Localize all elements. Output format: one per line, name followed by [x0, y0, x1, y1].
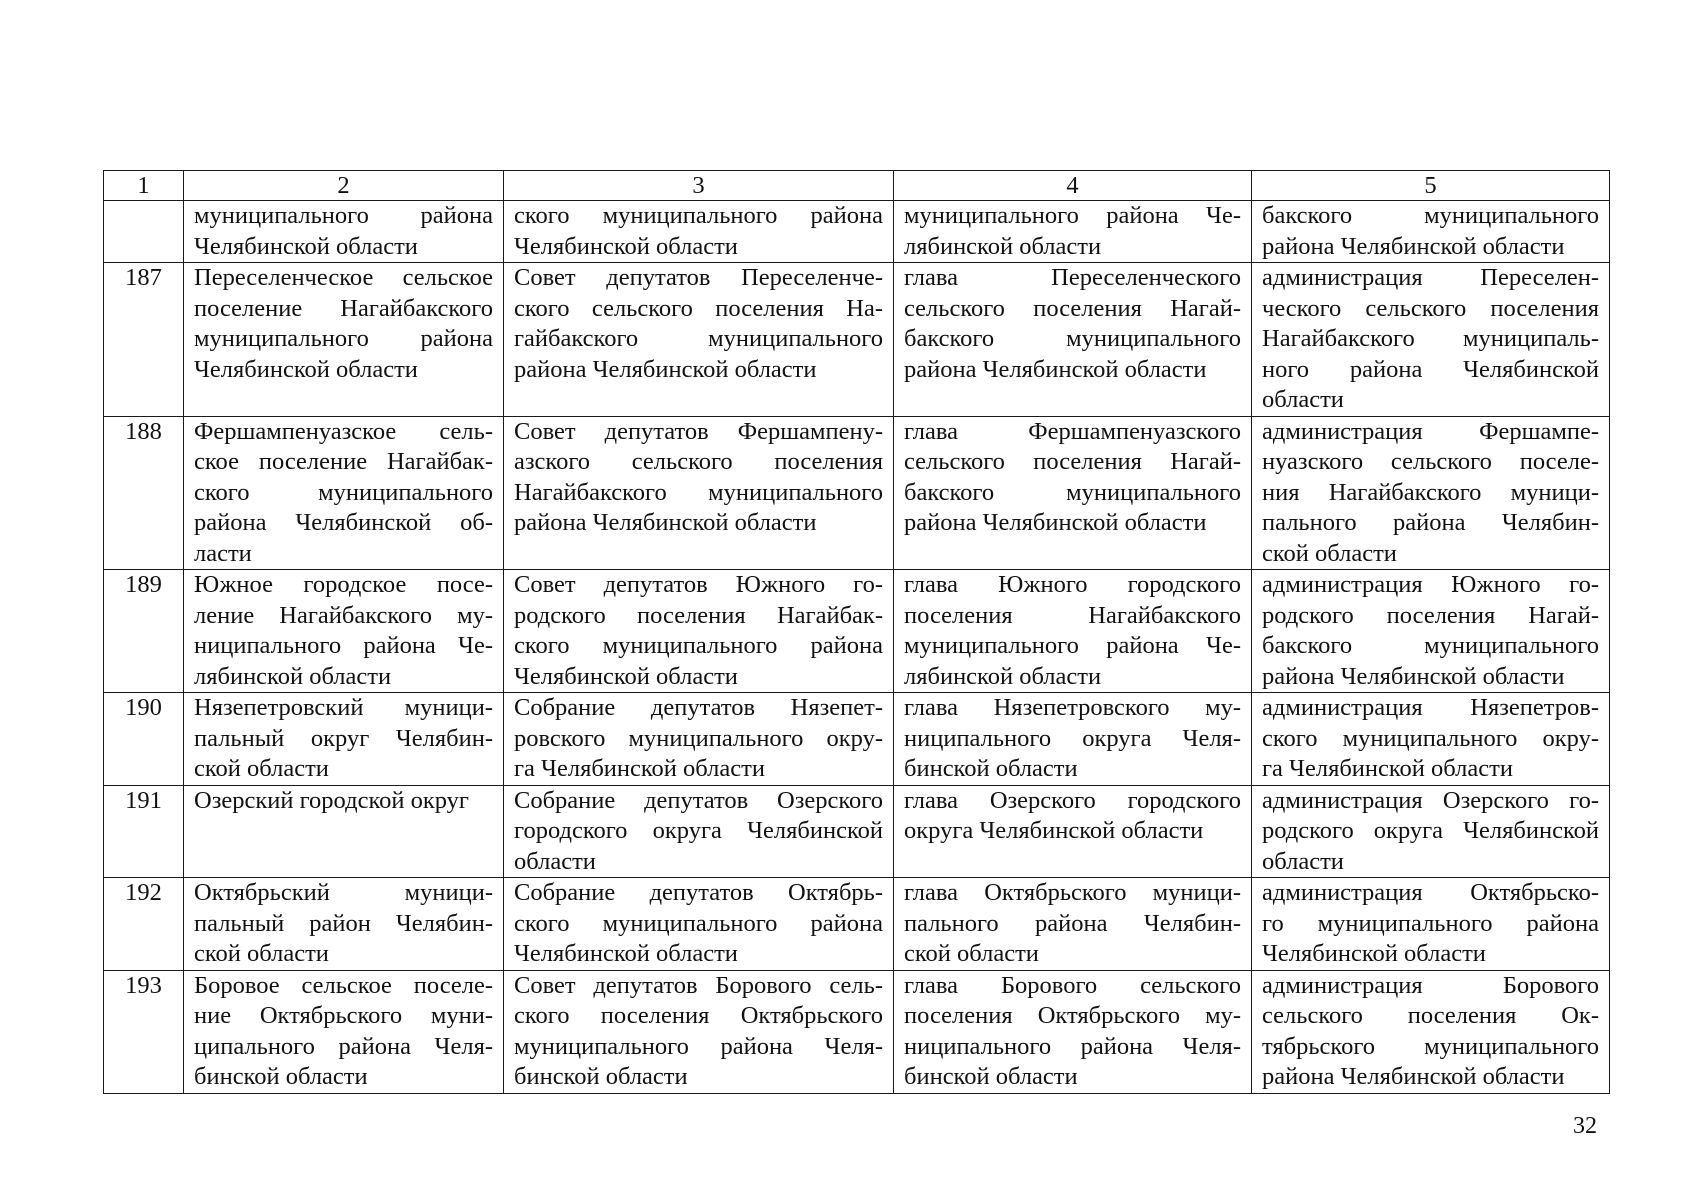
cell-line: тябрьского муниципального — [1262, 1032, 1599, 1060]
representative-body-cell — [504, 878, 894, 971]
municipality-cell — [184, 201, 504, 263]
cell-line: области — [514, 847, 596, 875]
cell-line: муниципального района — [194, 202, 493, 229]
cell-line: пальный район Челябин- — [194, 909, 493, 937]
header-col-3: 3 — [504, 171, 894, 201]
cell-line: Озерский городской округ — [194, 786, 469, 814]
table-row — [104, 416, 1610, 570]
cell-line: района Челябинской области — [1262, 232, 1565, 260]
cell-line: пального района Челябин- — [904, 909, 1241, 937]
cell-line: ского муниципального окру- — [1262, 724, 1599, 752]
cell-line: ние Октябрьского муни- — [194, 1002, 493, 1029]
cell-line: пального района Челябин- — [1262, 509, 1599, 536]
municipality-cell — [184, 878, 504, 971]
header-col-5: 5 — [1252, 171, 1610, 201]
cell-line: лябинской области — [904, 662, 1102, 690]
cell-line: района Челябинской области — [514, 355, 817, 383]
cell-line: области — [1262, 386, 1344, 413]
cell-line: ципального района Челя- — [194, 1032, 493, 1060]
cell-line: администрация Озерского го- — [1262, 786, 1599, 814]
cell-line: ского поселения Октябрьского — [514, 1002, 883, 1029]
cell-line: Совет депутатов Фершампену- — [514, 417, 883, 445]
cell-line: поселения Нагайбакского — [904, 601, 1241, 629]
head-cell — [894, 970, 1252, 1093]
representative-body-cell — [504, 785, 894, 878]
administration-cell — [1252, 693, 1610, 786]
cell-line: ного района Челябинской — [1262, 355, 1599, 383]
row-number: 193 — [104, 970, 184, 1093]
cell-line: муниципального района Че- — [904, 632, 1241, 659]
cell-line: ской области — [1262, 539, 1397, 567]
administration-cell — [1252, 201, 1610, 263]
cell-line: Переселенческое сельское — [194, 264, 493, 291]
cell-line: поселение Нагайбакского — [194, 294, 493, 322]
cell-line: Южное городское посе- — [194, 571, 493, 598]
cell-line: ской области — [904, 940, 1039, 967]
cell-line: глава Южного городского — [904, 571, 1241, 598]
cell-line: Совет депутатов Борового сель- — [514, 971, 883, 999]
administration-cell — [1252, 416, 1610, 570]
header-col-4: 4 — [894, 171, 1252, 201]
cell-line: пальный округ Челябин- — [194, 724, 493, 752]
table-body — [104, 201, 1610, 1094]
cell-line: Совет депутатов Южного го- — [514, 571, 883, 598]
table-row — [104, 878, 1610, 971]
representative-body-cell — [504, 263, 894, 417]
table-row — [104, 570, 1610, 693]
header-col-1: 1 — [104, 171, 184, 201]
cell-line: муниципального района Че- — [904, 202, 1241, 229]
cell-line: лябинской области — [194, 662, 392, 690]
cell-line: ния Нагайбакского муници- — [1262, 478, 1599, 506]
cell-line: бинской области — [514, 1063, 688, 1090]
cell-line: бинской области — [194, 1063, 368, 1090]
cell-line: Собрание депутатов Нязепет- — [514, 694, 883, 721]
cell-line: администрация Фершампе- — [1262, 417, 1599, 445]
administration-cell — [1252, 570, 1610, 693]
cell-line: района Челябинской области — [904, 509, 1207, 536]
administration-cell — [1252, 785, 1610, 878]
cell-line: азского сельского поселения — [514, 448, 883, 475]
administration-cell — [1252, 263, 1610, 417]
municipality-cell — [184, 570, 504, 693]
cell-line: района Челябинской области — [1262, 1063, 1565, 1090]
cell-line: администрация Борового — [1262, 971, 1599, 999]
row-number: 187 — [104, 263, 184, 417]
row-number: 189 — [104, 570, 184, 693]
representative-body-cell — [504, 201, 894, 263]
representative-body-cell — [504, 693, 894, 786]
cell-line: ниципального округа Челя- — [904, 724, 1241, 752]
row-number: 190 — [104, 693, 184, 786]
head-cell — [894, 570, 1252, 693]
cell-line: области — [1262, 847, 1344, 875]
cell-line: района Челябинской области — [904, 355, 1207, 383]
cell-line: ской области — [194, 940, 329, 967]
cell-line: округа Челябинской области — [904, 817, 1204, 844]
cell-line: муниципального района — [194, 325, 493, 352]
cell-line: Нагайбакского муниципаль- — [1262, 325, 1599, 352]
cell-line: Челябинской области — [514, 662, 738, 690]
cell-line: поселения Октябрьского му- — [904, 1002, 1241, 1029]
cell-line: ское поселение Нагайбак- — [194, 448, 493, 475]
cell-line: района Челябинской области — [1262, 662, 1565, 690]
cell-line: глава Фершампенуазского — [904, 417, 1241, 445]
cell-line: глава Октябрьского муници- — [904, 879, 1241, 906]
table-row — [104, 263, 1610, 417]
cell-line: ниципального района Челя- — [904, 1032, 1241, 1060]
representative-body-cell — [504, 416, 894, 570]
cell-line: Собрание депутатов Октябрь- — [514, 879, 883, 906]
cell-line: администрация Переселен- — [1262, 264, 1599, 291]
cell-line: ского муниципального района — [514, 909, 883, 937]
administration-cell — [1252, 970, 1610, 1093]
cell-line: района Челябинской об- — [194, 509, 493, 536]
head-cell — [894, 416, 1252, 570]
row-number — [104, 201, 184, 263]
administration-cell — [1252, 878, 1610, 971]
head-cell — [894, 785, 1252, 878]
cell-line: Нагайбакского муниципального — [514, 478, 883, 506]
cell-line: ласти — [194, 539, 252, 567]
table-row — [104, 970, 1610, 1093]
cell-line: Совет депутатов Переселенче- — [514, 264, 883, 291]
cell-line: Челябинской области — [194, 232, 418, 260]
row-number: 191 — [104, 785, 184, 878]
head-cell — [894, 263, 1252, 417]
cell-line: го муниципального района — [1262, 909, 1599, 937]
cell-line: глава Озерского городского — [904, 786, 1241, 814]
cell-line: сельского поселения Нагай- — [904, 448, 1241, 475]
head-cell — [894, 878, 1252, 971]
cell-line: бакского муниципального — [904, 478, 1241, 506]
cell-line: Челябинской области — [514, 232, 738, 260]
cell-line: га Челябинской области — [514, 755, 765, 782]
head-cell — [894, 201, 1252, 263]
cell-line: муниципального района Челя- — [514, 1032, 883, 1060]
cell-line: глава Нязепетровского му- — [904, 694, 1241, 721]
cell-line: администрация Нязепетров- — [1262, 694, 1599, 721]
continuation-row — [104, 201, 1610, 263]
cell-line: бинской области — [904, 1063, 1078, 1090]
cell-line: Нязепетровский муници- — [194, 694, 493, 721]
cell-line: бинской области — [904, 755, 1078, 782]
cell-line: бакского муниципального — [1262, 632, 1599, 659]
cell-line: Октябрьский муници- — [194, 879, 493, 906]
cell-line: глава Борового сельского — [904, 971, 1241, 999]
cell-line: Челябинской области — [194, 355, 418, 383]
municipality-cell — [184, 970, 504, 1093]
cell-line: ского муниципального — [194, 478, 493, 506]
cell-line: родского округа Челябинской — [1262, 817, 1599, 844]
municipality-cell — [184, 416, 504, 570]
cell-line: Фершампенуазское сель- — [194, 417, 493, 445]
representative-body-cell — [504, 970, 894, 1093]
cell-line: нуазского сельского поселе- — [1262, 448, 1599, 475]
row-number: 188 — [104, 416, 184, 570]
cell-line: сельского поселения Ок- — [1262, 1002, 1599, 1029]
row-number: 192 — [104, 878, 184, 971]
cell-line: ниципального района Че- — [194, 632, 493, 659]
municipality-cell — [184, 693, 504, 786]
cell-line: родского поселения Нагайбак- — [514, 601, 883, 629]
municipality-cell — [184, 785, 504, 878]
cell-line: ской области — [194, 755, 329, 782]
cell-line: лябинской области — [904, 232, 1102, 260]
cell-line: ского муниципального района — [514, 632, 883, 659]
cell-line: гайбакского муниципального — [514, 325, 883, 352]
cell-line: городского округа Челябинской — [514, 817, 883, 844]
cell-line: бакского муниципального — [1262, 202, 1599, 229]
cell-line: Челябинской области — [1262, 940, 1486, 967]
cell-line: ление Нагайбакского му- — [194, 601, 493, 629]
cell-line: Боровое сельское поселе- — [194, 971, 493, 999]
municipality-cell — [184, 263, 504, 417]
cell-line: ского муниципального района — [514, 202, 883, 229]
page-number: 32 — [1573, 1113, 1597, 1139]
representative-body-cell — [504, 570, 894, 693]
cell-line: ского сельского поселения На- — [514, 294, 883, 322]
header-col-2: 2 — [184, 171, 504, 201]
cell-line: администрация Южного го- — [1262, 571, 1599, 598]
cell-line: родского поселения Нагай- — [1262, 601, 1599, 629]
municipal-bodies-table — [103, 170, 1610, 1094]
table-header — [104, 171, 1610, 201]
table-row — [104, 785, 1610, 878]
cell-line: ровского муниципального окру- — [514, 724, 883, 752]
table-row — [104, 693, 1610, 786]
cell-line: Челябинской области — [514, 940, 738, 967]
head-cell — [894, 693, 1252, 786]
cell-line: сельского поселения Нагай- — [904, 294, 1241, 322]
cell-line: ческого сельского поселения — [1262, 294, 1599, 322]
cell-line: Собрание депутатов Озерского — [514, 786, 883, 814]
cell-line: района Челябинской области — [514, 509, 817, 536]
cell-line: бакского муниципального — [904, 325, 1241, 352]
cell-line: глава Переселенческого — [904, 264, 1241, 291]
header-row — [104, 171, 1610, 201]
cell-line: администрация Октябрьско- — [1262, 879, 1599, 906]
cell-line: га Челябинской области — [1262, 755, 1513, 782]
